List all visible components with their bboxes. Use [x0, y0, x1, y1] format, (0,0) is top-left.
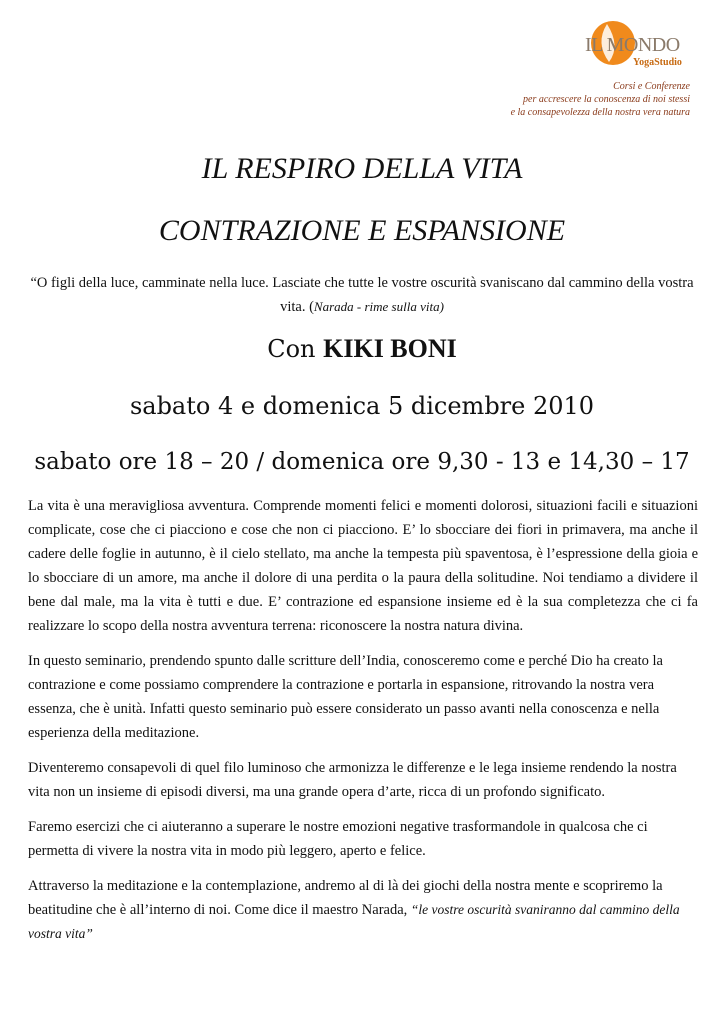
paragraph: Diventeremo consapevoli di quel filo luminoso che armonizza le differenze e le lega insieme rendendo la nostra vita non un insieme di episodi diversi, ma una grande opera d’arte, ricca di un profondo significato.	[28, 760, 677, 800]
paragraph: La vita è una meravigliosa avventura. Comprende momenti felici e momenti dolorosi, situazioni facili e situazioni complicate, cose che ci piacciono e cose che non ci piacciono. E’ lo sbocciare dei fiori in primavera, ma anche il cadere delle foglie in autunno, è il cielo stellato, ma anche la tempesta più spaventosa, è l’espressione della gioia e lo sbocciare di un amore, ma anche il dolore di una perdita o la paura della solitudine. Noi tendiamo a dividere il bene dal male, ma la vita è tutti e due. E’ contrazione ed espansione insieme ed è la sua completezza che ci fa realizzare lo scopo della nostra avventura terrena: riconoscere la nostra natura divina.	[28, 498, 698, 634]
title-line-1: IL RESPIRO DELLA VITA	[201, 152, 523, 185]
tagline-line: per accrescere la conoscenza di noi stessi	[523, 94, 690, 105]
paragraph-text: Attraverso la meditazione e la contemplazione, andremo al di là dei giochi della nostra mente e scopriremo la beatitudine che è all’interno di noi. Come dice il maestro Narada,	[28, 878, 663, 918]
teacher-line	[0, 334, 724, 364]
description-body	[28, 494, 698, 957]
teacher-name: KIKI BONI	[323, 334, 457, 363]
event-hours: sabato ore 18 – 20 / domenica ore 9,30 - 13 e 14,30 – 17	[34, 449, 690, 475]
quote-source: Narada - rime sulla vita)	[313, 299, 444, 314]
closing-quote: “le vostre oscurità svaniranno dal cammino della vostra vita”	[28, 902, 680, 941]
tagline-line: e la consapevolezza della nostra vera natura	[510, 107, 690, 118]
opening-quote	[30, 272, 694, 319]
quote-text: “O figli della luce, camminate nella luce. Lasciate che tutte le vostre oscurità svaniscano dal cammino della vostra vita. (	[30, 275, 694, 315]
event-dates: sabato 4 e domenica 5 dicembre 2010	[129, 392, 595, 420]
logo-name: IL MONDO	[585, 34, 680, 56]
title-line-2: CONTRAZIONE E ESPANSIONE	[158, 214, 566, 247]
teacher-prefix: Con	[267, 335, 324, 363]
paragraph: In questo seminario, prendendo spunto dalle scritture dell’India, conosceremo come e perché Dio ha creato la contrazione e come possiamo comprendere la contrazione e portarla in espansione, ritrovando la nostra vera essenza, che è unità. Infatti questo seminario può essere considerato un passo avanti nella conoscenza e nella esperienza della meditazione.	[28, 653, 663, 741]
tagline-line: Corsi e Conferenze	[613, 81, 690, 92]
paragraph	[28, 874, 698, 946]
tagline	[511, 80, 690, 119]
logo-subtitle: YogaStudio	[633, 57, 682, 68]
paragraph: Faremo esercizi che ci aiuteranno a superare le nostre emozioni negative trasformandole in qualcosa che ci permetta di vivere la nostra vita in modo più leggero, aperto e felice.	[28, 819, 648, 859]
il-mondo-logo	[585, 16, 695, 76]
